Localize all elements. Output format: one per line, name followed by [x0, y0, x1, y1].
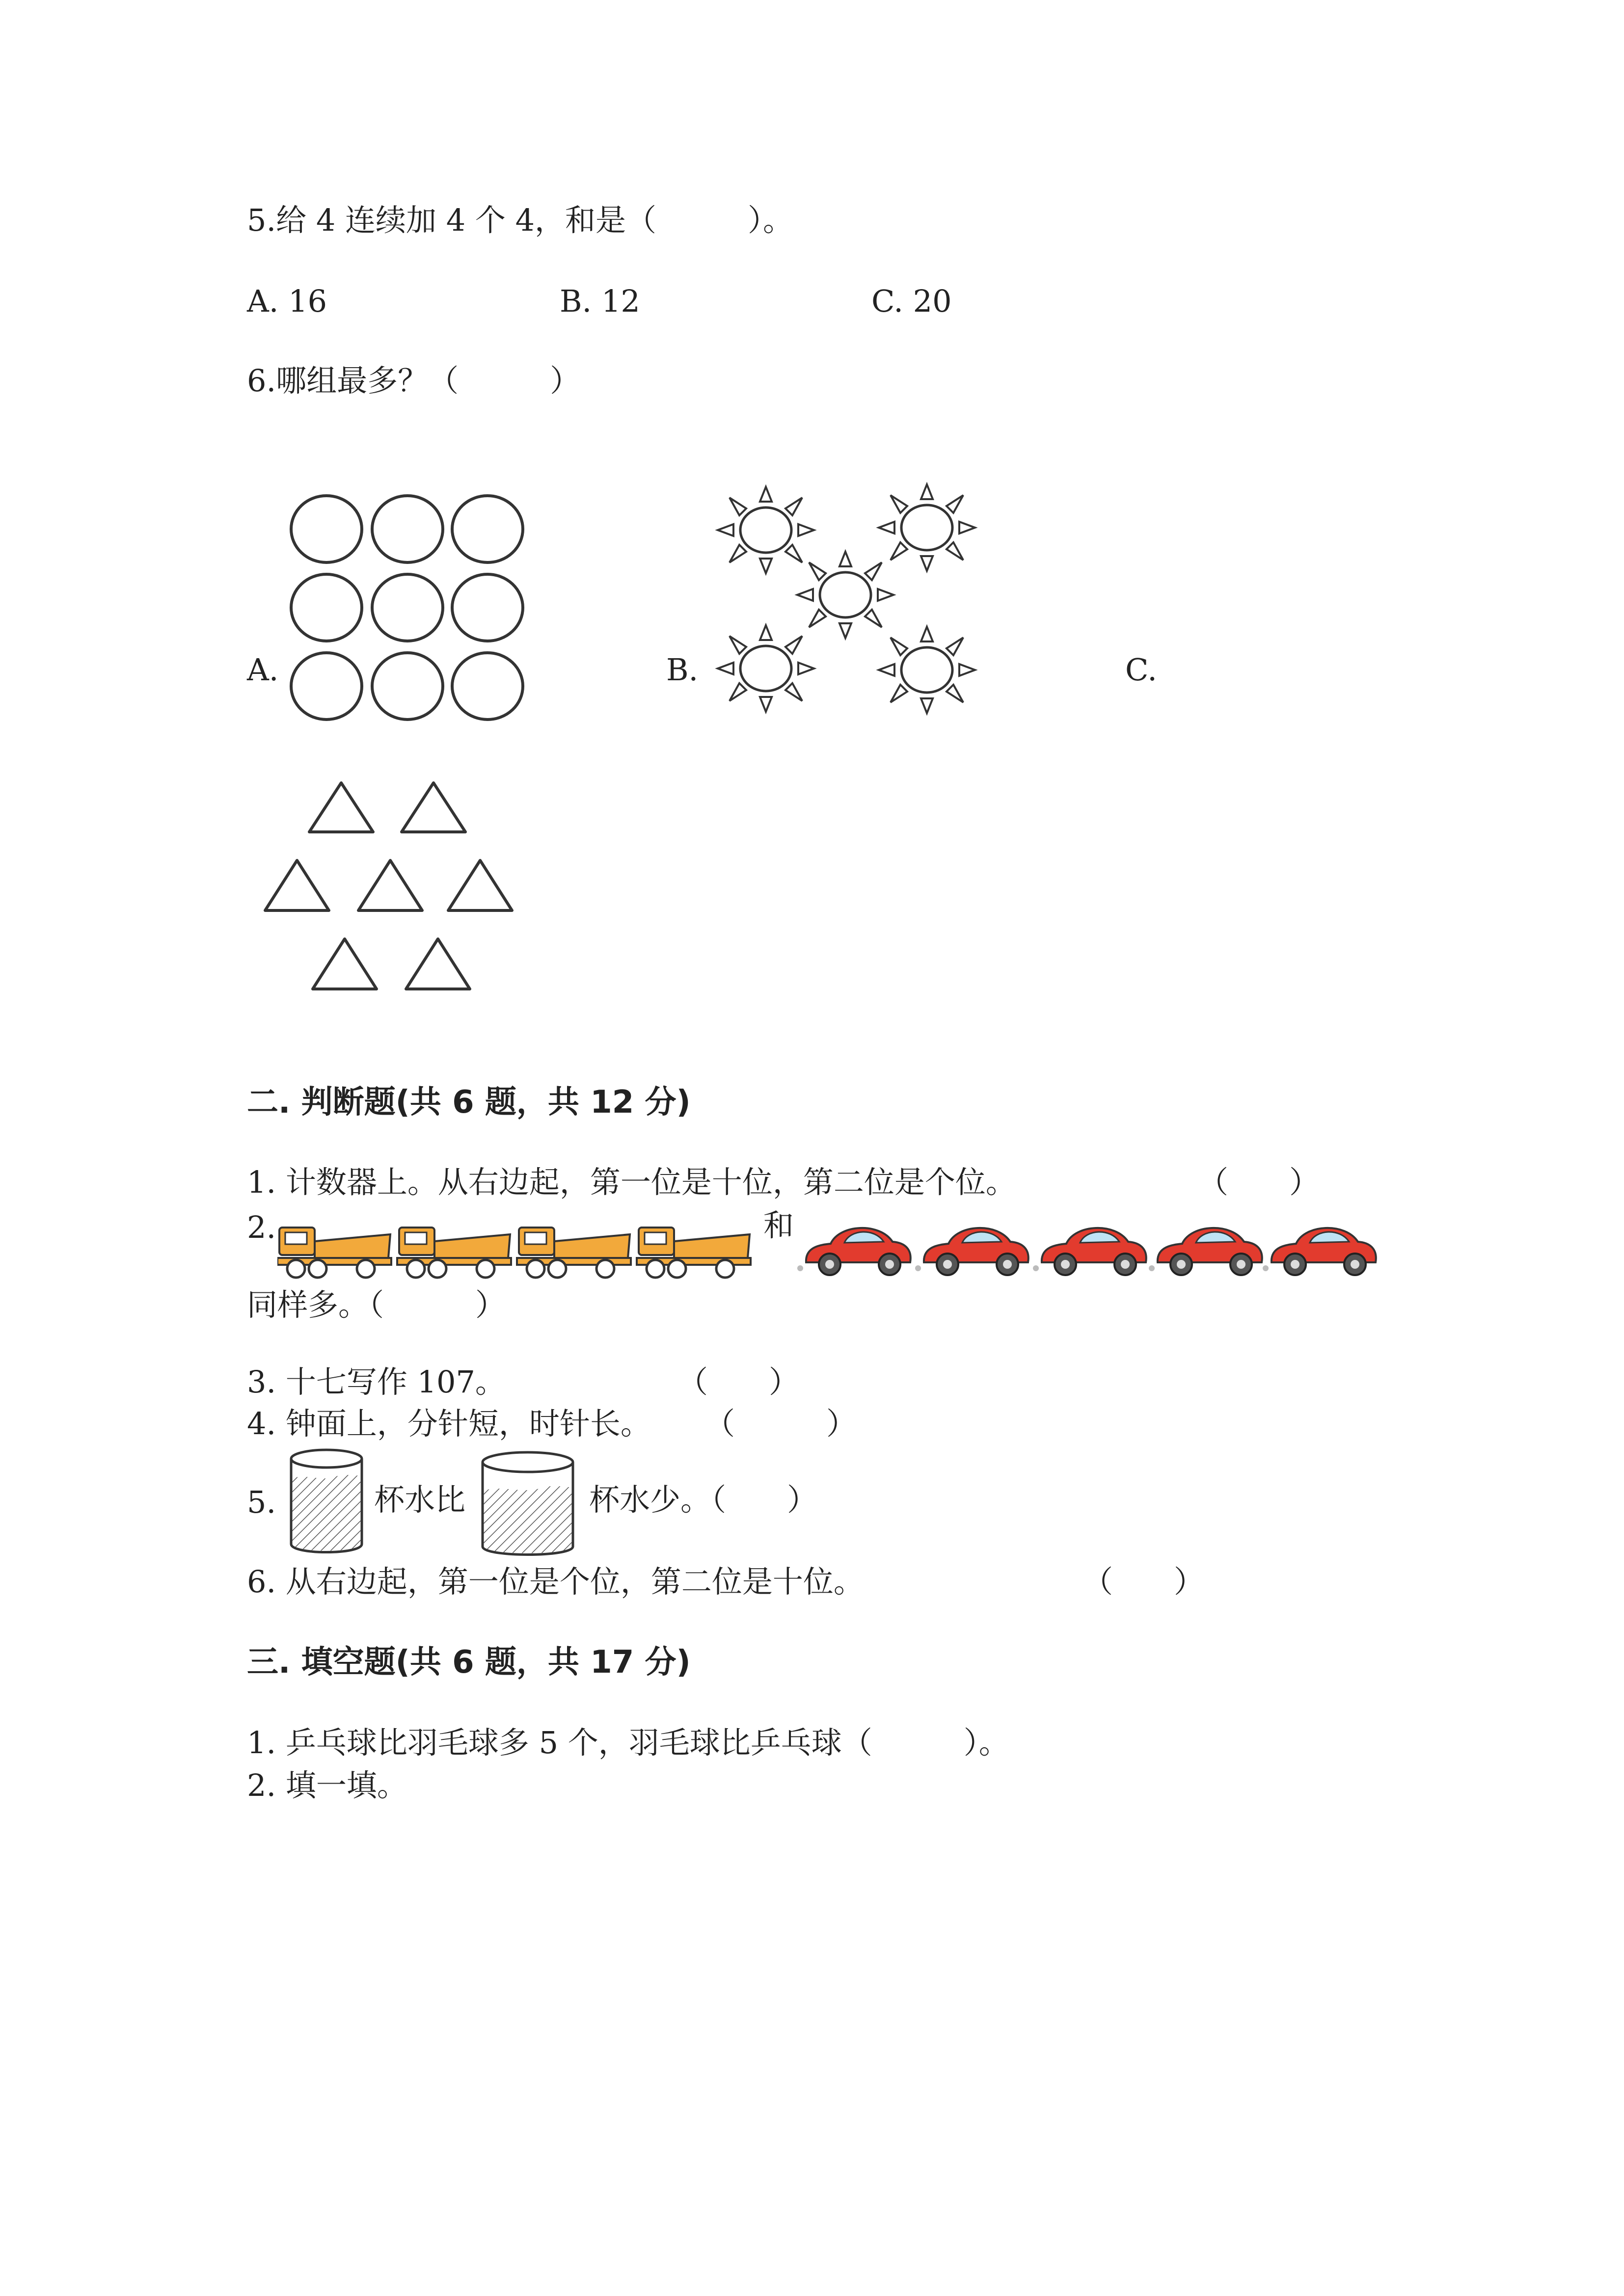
truck-image — [397, 1228, 511, 1278]
circle-shape — [291, 574, 362, 641]
q6-option-c[interactable]: C. — [1125, 652, 1157, 688]
car-image — [1263, 1228, 1376, 1275]
circle-shape — [452, 653, 523, 720]
large-cup-figure — [479, 1450, 577, 1558]
suns-group-figure — [707, 481, 992, 731]
s3-q2-text: 2. 填一填。 — [247, 1767, 407, 1803]
s2-q2-tail: 同样多。（ ） — [247, 1287, 506, 1323]
triangle-shape — [402, 783, 465, 832]
s2-q1-answer-paren[interactable]: （ ） — [1198, 1164, 1320, 1200]
s2-q6-text: 6. 从右边起，第一位是个位，第二位是十位。 — [247, 1564, 864, 1600]
s2-q4-answer-paren[interactable]: （ ） — [704, 1406, 857, 1442]
s2-q5-mid: 杯水比 — [374, 1482, 466, 1518]
car-image — [1149, 1228, 1262, 1275]
section3-title: 三. 填空题(共 6 题，共 17 分) — [247, 1644, 691, 1681]
s2-q1-text: 1. 计数器上。从右边起，第一位是十位，第二位是个位。 — [247, 1164, 1016, 1200]
q5-option-a[interactable]: A. 16 — [247, 283, 327, 319]
circle-shape — [372, 574, 443, 641]
s2-q3-text: 3. 十七写作 107。 — [247, 1364, 506, 1400]
q5-question: 5.给 4 连续加 4 个 4，和是（ ）。 — [247, 202, 794, 238]
circles-group-figure — [287, 491, 528, 726]
s2-q2-number: 2. — [247, 1209, 276, 1245]
small-cup-figure — [287, 1448, 366, 1556]
trucks-figure — [277, 1220, 758, 1283]
triangle-shape — [313, 939, 377, 989]
s2-q5-number: 5. — [247, 1484, 276, 1520]
s2-q6-answer-paren[interactable]: （ ） — [1083, 1564, 1205, 1600]
sun-shape — [797, 552, 893, 638]
triangle-shape — [406, 939, 470, 989]
q5-option-c[interactable]: C. 20 — [871, 283, 952, 319]
s2-q4-text: 4. 钟面上，分针短，时针长。 — [247, 1406, 651, 1442]
triangle-shape — [358, 860, 422, 910]
sun-shape — [879, 627, 975, 713]
circle-shape — [372, 496, 443, 562]
truck-image — [517, 1228, 631, 1278]
q5-option-b[interactable]: B. 12 — [560, 283, 640, 319]
triangle-shape — [309, 783, 373, 832]
s2-q3-answer-paren[interactable]: （ ） — [677, 1364, 800, 1400]
triangle-shape — [265, 860, 329, 910]
sun-shape — [718, 487, 814, 573]
q6-option-a[interactable]: A. — [247, 652, 279, 688]
sun-shape — [718, 625, 814, 712]
circle-shape — [291, 653, 362, 720]
s2-q2-and: 和 — [763, 1207, 794, 1243]
circle-shape — [291, 496, 362, 562]
truck-image — [637, 1228, 751, 1278]
triangles-group-figure — [263, 778, 523, 999]
circle-shape — [372, 653, 443, 720]
section2-title: 二. 判断题(共 6 题，共 12 分) — [247, 1084, 691, 1121]
triangle-shape — [448, 860, 512, 910]
car-image — [1033, 1228, 1146, 1275]
car-image — [797, 1228, 911, 1275]
car-image — [915, 1228, 1029, 1275]
q6-option-b[interactable]: B. — [666, 652, 699, 688]
sun-shape — [879, 484, 975, 571]
q6-question: 6.哪组最多？（ ） — [247, 363, 581, 399]
cars-figure — [795, 1212, 1380, 1281]
s2-q5-tail: 杯水少。（ ） — [589, 1482, 818, 1518]
s3-q1-text: 1. 乒乓球比羽毛球多 5 个，羽毛球比乒乓球（ ）。 — [247, 1725, 1009, 1761]
circle-shape — [452, 496, 523, 562]
circle-shape — [452, 574, 523, 641]
truck-image — [277, 1228, 391, 1278]
